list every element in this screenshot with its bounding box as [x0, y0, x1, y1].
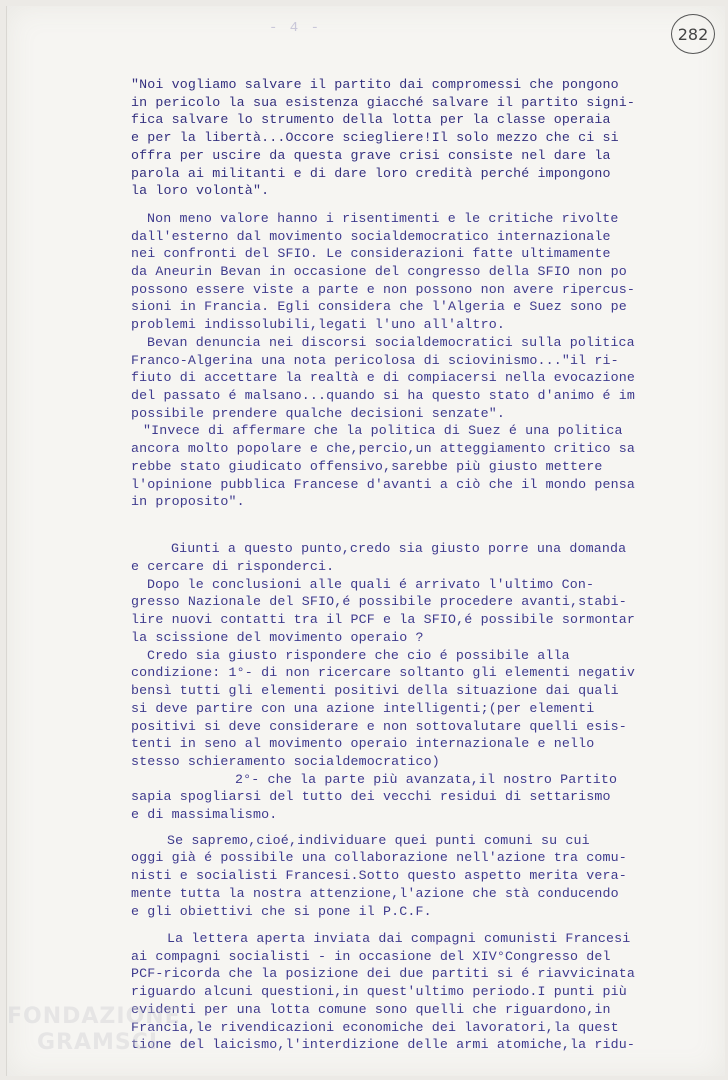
text-line: possibile prendere qualche decisioni senzate".	[131, 405, 505, 421]
text-line: fiuto di accettare la realtà e di compiacersi nella evocazione	[131, 370, 636, 386]
text-line: gresso Nazionale del SFIO,é possibile procedere avanti,stabi-	[131, 594, 627, 610]
text-line: Franco-Algerina una nota pericolosa di sciovinismo..."il ri-	[131, 352, 619, 368]
text-line: lire nuovi contatti tra il PCF e la SFIO,é possibile sormontar	[131, 612, 636, 628]
text-line: si deve partire con una azione intelligenti;(per elementi	[131, 700, 595, 716]
text-line: sapia spogliarsi del tutto dei vecchi residui di settarismo	[131, 789, 611, 805]
text-line: Francia,le rivendicazioni economiche dei lavoratori,la quest	[131, 1019, 619, 1035]
text-line: Non meno valore hanno i risentimenti e le critiche rivolte	[147, 210, 619, 226]
text-line: nisti e socialisti Francesi.Sotto questo aspetto merita vera-	[131, 868, 627, 883]
text-line: oggi già é possibile una collaborazione nell'azione tra comu-	[131, 850, 627, 866]
text-line: "Invece di affermare che la politica di Suez é una politica	[143, 423, 623, 439]
text-line: fica salvare lo strumento della lotta per la classe operaia	[131, 112, 611, 128]
text-line: "Noi vogliamo salvare il partito dai compromessi che pongono	[131, 77, 619, 92]
text-line: l'opinione pubblica Francese d'avanti a ciò che il mondo pensa	[131, 476, 636, 492]
text-line: in pericolo la sua esistenza giacché salvare il partito signi-	[131, 94, 636, 110]
page-marker: - 4 -	[269, 20, 322, 36]
text-line: la scissione del movimento operaio ?	[131, 629, 424, 645]
text-line: e gli obiettivi che si pone il P.C.F.	[131, 903, 432, 919]
text-line: ancora molto popolare e che,percio,un atteggiamento critico sa	[131, 441, 636, 457]
text-line: positivi si deve considerare e non sottovalutare quelli esis-	[131, 718, 627, 734]
text-line: riguardo alcuni questioni,in quest'ultimo periodo.I punti più	[131, 984, 627, 1000]
text-line: e cercare di risponderci.	[131, 559, 335, 574]
typed-text-body	[7, 6, 725, 1076]
text-line: parola ai militanti e di dare loro credità perché impongono	[131, 165, 611, 181]
text-line: Dopo le conclusioni alle quali é arrivato l'ultimo Con-	[147, 576, 595, 592]
text-line: Giunti a questo punto,credo sia giusto porre una domanda	[171, 541, 627, 557]
text-line: tenti in seno al movimento operaio internazionale e nello	[131, 736, 595, 752]
text-line: tione del laicismo,l'interdizione delle armi atomiche,la ridu-	[131, 1037, 636, 1053]
text-line: condizione: 1°- di non ricercare soltanto gli elementi negativ	[131, 665, 636, 681]
text-line: in proposito".	[131, 494, 245, 510]
text-line: da Aneurin Bevan in occasione del congresso della SFIO non po	[131, 264, 627, 279]
text-line: possono essere viste a parte e non possono non avere ripercus-	[131, 281, 636, 297]
text-line: Se sapremo,cioé,individuare quei punti comuni su cui	[167, 832, 590, 848]
archive-watermark-line2: GRAMSCI	[37, 1030, 159, 1055]
archive-watermark: FONDAZIONE	[7, 1004, 181, 1029]
text-line: del passato é malsano...quando si ha questo stato d'animo é im	[131, 388, 636, 403]
text-line: ai compagni socialisti - in occasione del XIV°Congresso del	[131, 948, 611, 964]
text-line: 2°- che la parte più avanzata,il nostro Partito	[235, 771, 618, 787]
text-line: dall'esterno dal movimento socialdemocratico internazionale	[131, 228, 611, 244]
text-line: bensì tutti gli elementi positivi della situazione dai quali	[131, 683, 619, 698]
text-line: La lettera aperta inviata dai compagni comunisti Francesi	[167, 930, 631, 946]
text-line: Bevan denuncia nei discorsi socialdemocratici sulla politica	[147, 334, 635, 350]
text-line: evidenti per una lotta comune sono quelli che riguardono,in	[131, 1001, 611, 1017]
text-line: Credo sia giusto rispondere che cio é possibile alla	[147, 647, 570, 663]
text-line: stesso schieramento socialdemocratico)	[131, 753, 440, 769]
text-line: PCF-ricorda che la posizione dei due partiti si é riavvicinata	[131, 966, 636, 982]
document-page	[6, 6, 725, 1076]
text-line: mente tutta la nostra attenzione,l'azione che stà conducendo	[131, 885, 619, 901]
text-line: sioni in Francia. Egli considera che l'Algeria e Suez sono pe	[131, 299, 627, 315]
text-line: la loro volontà".	[131, 183, 270, 199]
text-line: e per la libertà...Occore sciegliere!Il solo mezzo che ci si	[131, 130, 619, 146]
text-line: e di massimalismo.	[131, 807, 278, 823]
text-line: problemi indissolubili,legati l'uno all'altro.	[131, 317, 505, 333]
text-line: offra per uscire da questa grave crisi consiste nel dare la	[131, 147, 611, 163]
text-line: rebbe stato giudicato offensivo,sarebbe più giusto mettere	[131, 458, 603, 474]
archive-number-stamp: 282	[671, 14, 715, 54]
text-line: nei confronti del SFIO. Le considerazioni fatte ultimamente	[131, 246, 611, 262]
